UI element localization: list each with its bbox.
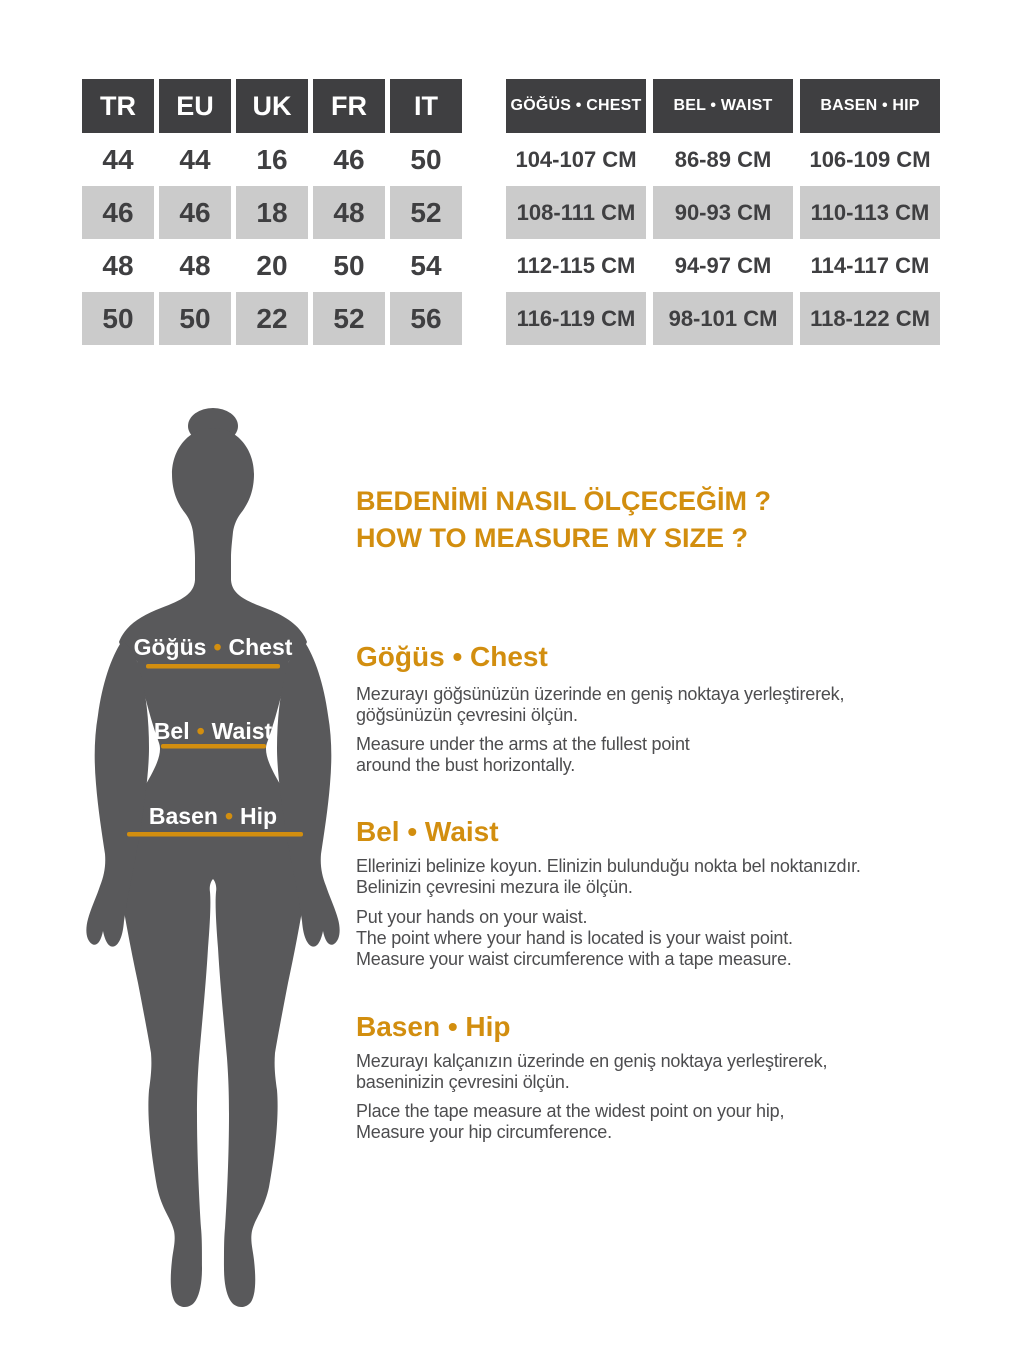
size-cell: 54 — [410, 249, 442, 281]
text-line: Measure your waist circumference with a tape measure. — [356, 949, 792, 969]
body-shape — [119, 428, 307, 1307]
guide-title-en: HOW TO MEASURE MY SIZE ? — [356, 523, 749, 553]
text-line: baseninizin çevresini ölçün. — [356, 1072, 570, 1092]
chest-instructions-english — [356, 734, 690, 776]
size-cell: 46 — [159, 186, 231, 239]
guide-title-tr: BEDENİMİ NASIL ÖLÇECEĞİM ? — [356, 486, 772, 516]
size-table-header-tr: TR — [82, 79, 154, 133]
waist-measure-line — [161, 744, 266, 749]
size-cell: 50 — [333, 249, 365, 281]
size-cell: 56 — [390, 292, 462, 345]
text-line: Measure your hip circumference. — [356, 1122, 612, 1142]
hip-measure-line — [127, 832, 303, 837]
measure-table-header-waist: BEL • WAIST — [653, 79, 793, 133]
measure-cell: 118-122 CM — [800, 292, 940, 345]
measure-cell: 104-107 CM — [515, 146, 637, 172]
hip-instructions-english — [356, 1101, 784, 1143]
size-cell: 50 — [159, 292, 231, 345]
measure-cell: 114-117 CM — [810, 252, 930, 278]
measure-cell: 116-119 CM — [506, 292, 646, 345]
hip-section-heading: Basen • Hip — [356, 1011, 511, 1042]
female-body-silhouette — [58, 398, 358, 1314]
size-table-header-fr: FR — [313, 79, 385, 133]
size-table-header-uk: UK — [236, 79, 308, 133]
size-cell: 44 — [102, 143, 134, 175]
size-conversion-table — [82, 79, 462, 345]
waist-instructions-english — [356, 907, 793, 970]
size-table-header-eu: EU — [159, 79, 231, 133]
measure-cell: 106-109 CM — [809, 146, 931, 172]
chest-section-heading: Göğüs • Chest — [356, 641, 548, 672]
size-cell: 18 — [236, 186, 308, 239]
size-cell: 50 — [82, 292, 154, 345]
size-cell: 22 — [236, 292, 308, 345]
measure-cell: 98-101 CM — [653, 292, 793, 345]
text-line: Mezurayı göğsünüzün üzerinde en geniş noktaya yerleştirerek, — [356, 684, 845, 704]
measure-table-header-chest: GÖĞÜS • CHEST — [506, 79, 646, 133]
text-line: Put your hands on your waist. — [356, 907, 588, 927]
size-cell: 20 — [256, 249, 288, 281]
measure-cell: 108-111 CM — [506, 186, 646, 239]
text-line: around the bust horizontally. — [356, 755, 576, 775]
chest-measure-line — [146, 664, 280, 669]
text-line: Measure under the arms at the fullest point — [356, 734, 690, 754]
measure-cell: 94-97 CM — [674, 252, 772, 278]
measure-cell: 112-115 CM — [516, 252, 636, 278]
figure-label-chest: Göğüs • Chest — [133, 634, 293, 660]
body-measurements-table — [506, 79, 940, 345]
text-line: Belinizin çevresini mezura ile ölçün. — [356, 877, 633, 897]
size-cell: 44 — [179, 143, 211, 175]
size-cell: 46 — [82, 186, 154, 239]
size-cell: 52 — [390, 186, 462, 239]
hip-instructions-turkish — [356, 1051, 827, 1093]
text-line: The point where your hand is located is your waist point. — [356, 928, 793, 948]
measure-cell: 86-89 CM — [674, 146, 772, 172]
guide-title — [356, 483, 771, 557]
waist-section-heading: Bel • Waist — [356, 816, 499, 847]
size-cell: 48 — [102, 249, 134, 281]
measure-table-header-hip: BASEN • HIP — [800, 79, 940, 133]
text-line: Place the tape measure at the widest point on your hip, — [356, 1101, 785, 1121]
text-line: göğsünüzün çevresini ölçün. — [356, 705, 578, 725]
size-cell: 50 — [410, 143, 442, 175]
text-line: Mezurayı kalçanızın üzerinde en geniş noktaya yerleştirerek, — [356, 1051, 828, 1071]
measure-cell: 110-113 CM — [800, 186, 940, 239]
waist-instructions-turkish — [356, 856, 861, 898]
size-cell: 16 — [256, 143, 288, 175]
chest-instructions-turkish — [356, 684, 844, 726]
size-cell: 52 — [313, 292, 385, 345]
size-table-header-it: IT — [390, 79, 462, 133]
size-cell: 48 — [179, 249, 211, 281]
measure-cell: 90-93 CM — [653, 186, 793, 239]
size-cell: 48 — [313, 186, 385, 239]
size-cell: 46 — [333, 143, 365, 175]
figure-label-waist: Bel • Waist — [153, 718, 273, 744]
figure-label-hip: Basen • Hip — [148, 803, 278, 829]
text-line: Ellerinizi belinize koyun. Elinizin bulunduğu nokta bel noktanızdır. — [356, 856, 861, 876]
